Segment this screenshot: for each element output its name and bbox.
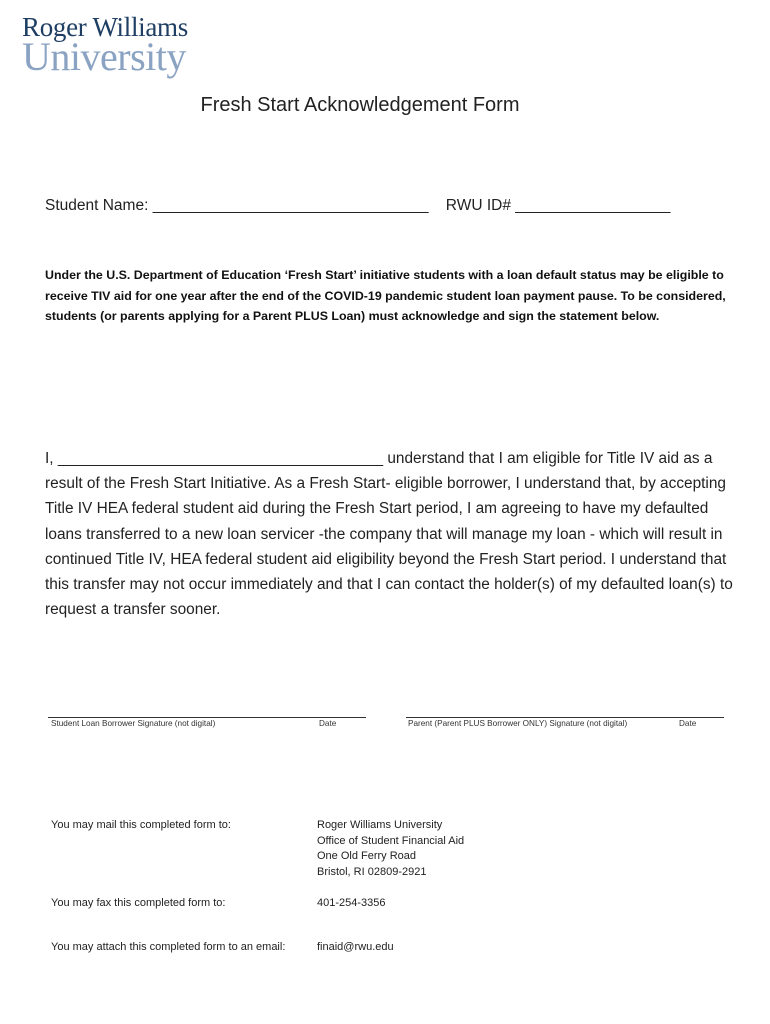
parent-date-label: Date [679, 719, 697, 728]
student-date-label: Date [319, 719, 337, 728]
form-title: Fresh Start Acknowledgement Form [200, 94, 520, 116]
mail-address [317, 818, 464, 880]
university-logo [22, 14, 188, 77]
acknowledgement-paragraph [45, 446, 735, 622]
mail-address-line: Office of Student Financial Aid [317, 834, 465, 847]
parent-signature-label: Parent (Parent PLUS Borrower ONLY) Signature (not digital) [408, 719, 628, 728]
email-label: You may attach this completed form to an email: [51, 941, 286, 953]
student-signature-label: Student Loan Borrower Signature (not digital) [51, 719, 216, 728]
intro-paragraph: Under the U.S. Department of Education ‘Fresh Start’ initiative students with a loan default status may be eligible to receive TIV aid for one year after the end of the COVID-19 pandemic student loan payment pause. To be considered, students (or parents applying for a Parent PLUS Loan) must acknowledge and sign the statement below. [45, 268, 726, 323]
student-signature-line [48, 717, 366, 718]
fax-label: You may fax this completed form to: [51, 897, 226, 909]
email-address: finaid@rwu.edu [317, 941, 394, 953]
parent-signature-line [406, 717, 724, 718]
fax-number: 401-254-3356 [317, 897, 386, 909]
acknowledgement-text: I, ______________________________________ understand that I am eligible for Title IV aid as a result of the Fresh Start Initiative. As a Fresh Start- eligible borrower, I understand that, by accepting Title IV HEA federal student aid during the Fresh Start period, I am agreeing to have my defaulted loans transferred to a new loan servicer -the company that will manage my loan - which will result in continued Title IV, HEA federal student aid eligibility beyond the Fresh Start period. I understand that this transfer may not occur immediately and that I can contact the holder(s) of my defaulted loan(s) to request a transfer sooner. [45, 450, 733, 619]
mail-label: You may mail this completed form to: [51, 819, 231, 831]
mail-address-line: Bristol, RI 02809-2921 [317, 865, 427, 878]
logo-line-2: University [22, 34, 186, 79]
mail-address-line: Roger Williams University [317, 819, 443, 831]
mail-address-line: One Old Ferry Road [317, 850, 417, 862]
logo-line-1: Roger Williams [22, 12, 188, 42]
student-name-and-id-row: Student Name: ________________________________ RWU ID# __________________ [45, 197, 671, 214]
